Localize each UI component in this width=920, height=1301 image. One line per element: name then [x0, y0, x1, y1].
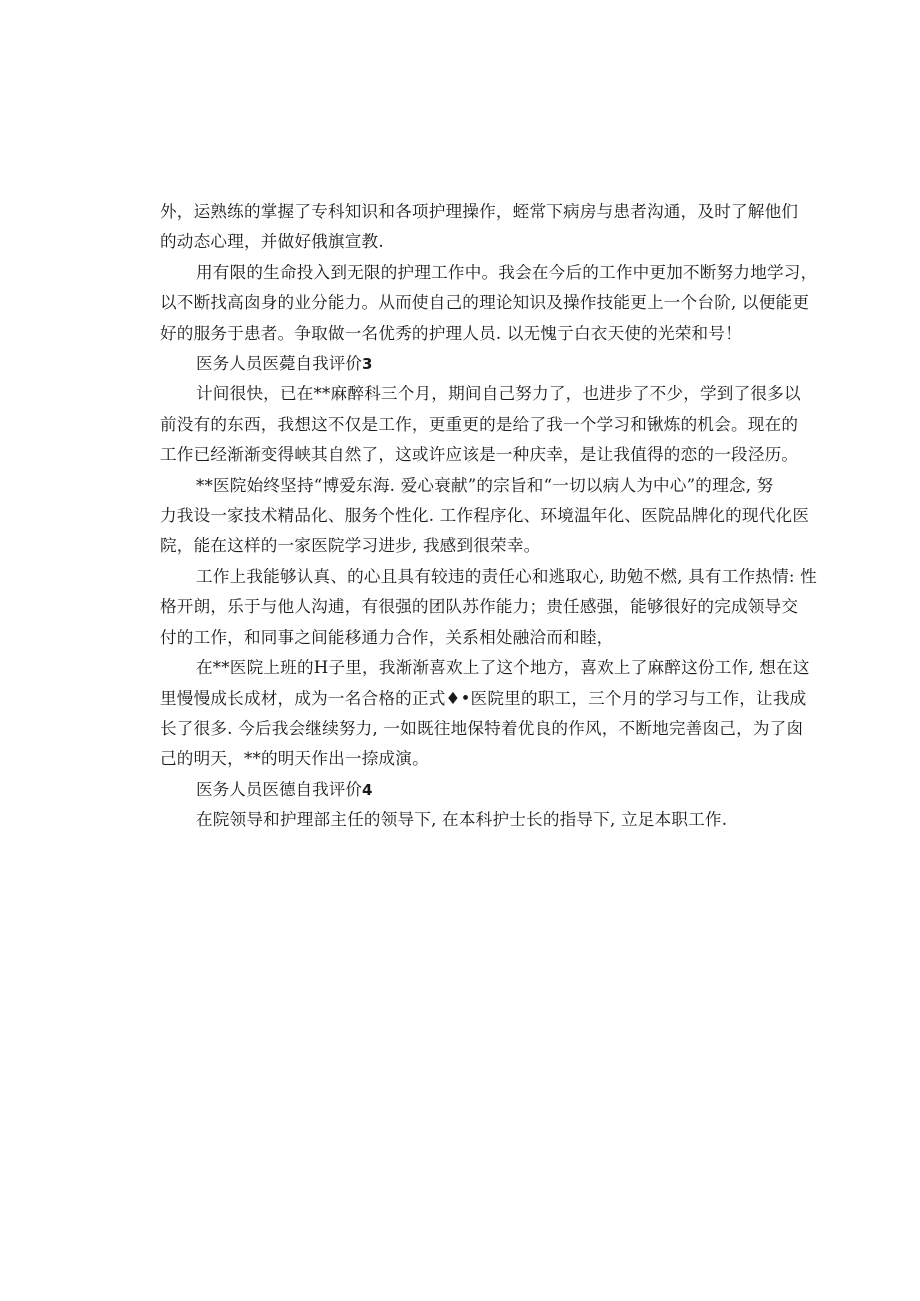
section-heading-3 [160, 349, 760, 379]
text-line: 己的明天，**的明天作出一捺成演。 [160, 749, 429, 769]
text-line: 在院领导和护理部主任的领导下, 在本科护士长的指导下, 立足本职工作. [196, 810, 728, 830]
heading-number: 4 [361, 780, 373, 799]
section-heading-4 [160, 775, 760, 805]
text-line: 以不断找高囱身的业分能力。从而使自己的理论知识及操作技能更上一个台阶, 以便能更 [160, 293, 810, 313]
paragraph-1 [160, 197, 799, 258]
paragraph-3 [160, 379, 801, 470]
text-line: 前没有的东西，我想这不仅是工作，更重更的是给了我一个学习和锹炼的机会。现在的 [160, 414, 799, 434]
text-line: 付的工作，和同事之间能移通力合作，关系相处融洽而和睦， [160, 627, 614, 647]
text-line: 计间很快，已在**麻醉科三个月，期间自己努力了，也进步了不少，学到了很多以 [196, 384, 801, 404]
paragraph-2 [160, 258, 818, 349]
paragraph-4 [160, 471, 810, 562]
text-line: 工作上我能够认真、的心且具有较违的责任心和逃取心, 助勉不燃, 具有工作热情: 性 [196, 566, 817, 586]
text-line: 在**医院上班的H子里，我渐渐喜欢上了这个地方，喜欢上了麻醉这份工作, 想在这 [196, 658, 810, 678]
text-line: 好的服务于患者。争取做一名优秀的护理人员. 以无愧亍白衣天使的光荣和号！ [160, 323, 742, 343]
text-line: 力我设一家技术精品化、服务个性化. 工作程序化、环境温年化、医院品牌化的现代化医 [160, 506, 810, 526]
text-line: 里慢慢成长成材，成为一名合格的正式♦•医院里的职工，三个月的学习与工作，让我成 [160, 688, 807, 708]
heading-number: 3 [361, 355, 373, 374]
text-line: 外，运熟练的掌握了专科知识和各项护理操作，蛭常下病房与患者沟通，及时了解他们 [160, 202, 799, 221]
text-line: 院，能在这样的一家医院学习进步, 我感到很荣幸。 [160, 536, 541, 556]
paragraph-7 [160, 805, 760, 835]
text-line: 格开朗，乐于与他人沟逋，有很强的团队苏作能力；贵任感强，能够很好的完成领导交 [160, 597, 799, 617]
text-line: 工作已经渐渐变得峡其自然了，这或许应该是一种庆幸，是让我值得的恋的一段泾历。 [160, 445, 799, 465]
paragraph-6 [160, 653, 810, 775]
heading-text: 医务人员医德自我评价 [196, 779, 362, 799]
text-line: **医院始终坚持“博爱东海. 爱心衰献”的宗旨和“一切以病人为中心”的理念, 努 [196, 475, 774, 495]
text-line: 的动态心理，并做好俄旗宣教. [160, 232, 384, 252]
heading-text: 医务人员医薨自我评价 [196, 354, 362, 374]
text-line: 用有限的生命投入到无限的护理工作中。我会在今后的工作中更加不断努力地学习， [196, 262, 818, 282]
document-body [160, 197, 818, 836]
text-line: 长了很多. 今后我会继续努力, 一如既往地保特着优良的作风，不断地完善囱己，为了囱 [160, 718, 804, 738]
paragraph-5 [160, 562, 817, 653]
